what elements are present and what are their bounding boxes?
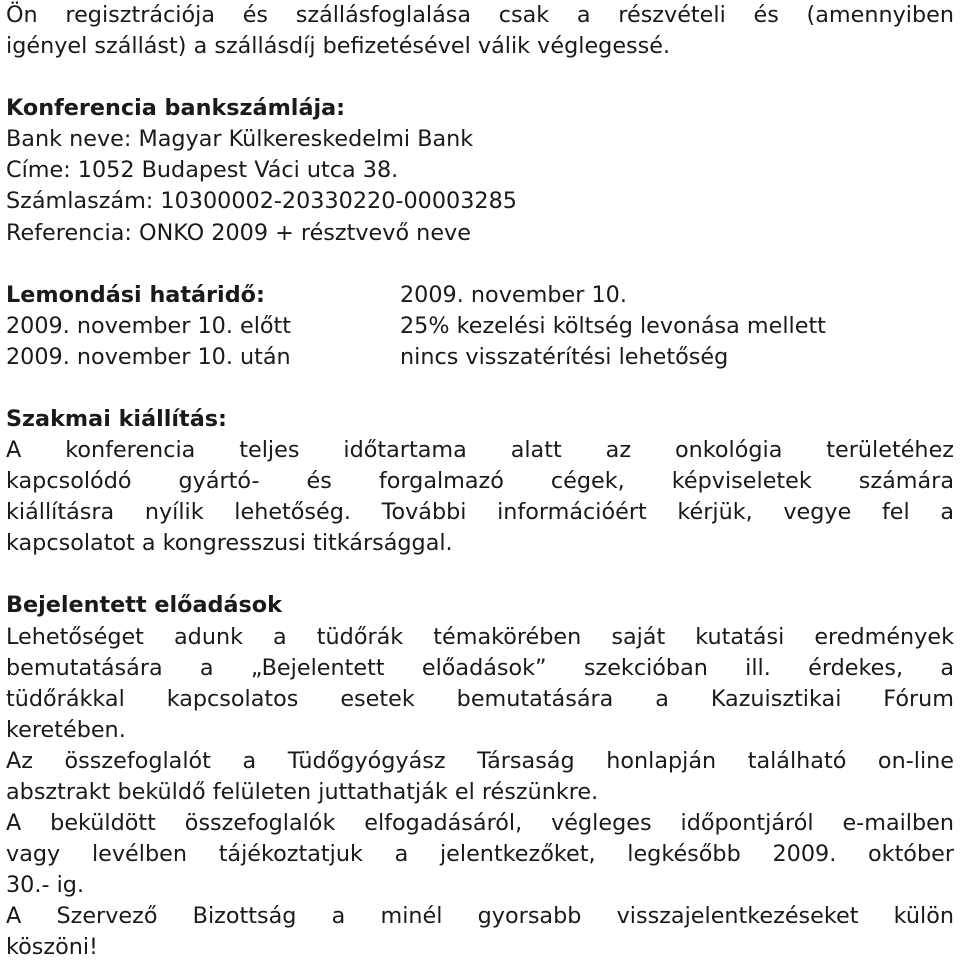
exhibition-line: kapcsolódó gyártó- és forgalmazó cégek, képviseletek számára (6, 468, 954, 495)
cancellation-when: 2009. november 10. előtt (6, 312, 292, 339)
spacer (6, 373, 954, 404)
talks-line: tüdőrákkal kapcsolatos esetek bemutatására a Kazuisztikai Fórum (6, 685, 954, 712)
exhibition-line: kiállításra nyílik lehetőség. További információért kérjük, vegye fel a (6, 499, 954, 526)
bank-name: Bank neve: Magyar Külkereskedelmi Bank (6, 126, 474, 153)
cancellation-row (6, 342, 954, 373)
bank-account: Számlaszám: 10300002-20330220-00003285 (6, 188, 517, 215)
intro-line: igényel szállást) a szállásdíj befizetésével válik véglegessé. (6, 33, 671, 60)
exhibition-line: kapcsolatot a kongresszusi titkársággal. (6, 530, 453, 557)
spacer (6, 559, 954, 590)
spacer (6, 62, 954, 93)
talks-line: köszöni! (6, 934, 98, 961)
intro-line: Ön regisztrációja és szállásfoglalása csak a részvételi és (amennyiben (6, 2, 954, 28)
talks-heading: Bejelentett előadások (6, 592, 282, 619)
spacer (6, 249, 954, 280)
talks-line: Lehetőséget adunk a tüdőrák témakörében saját kutatási eredmények (6, 623, 954, 650)
talks-line: keretében. (6, 716, 126, 743)
cancellation-when: 2009. november 10. után (6, 343, 291, 370)
cancellation-deadline-label: Lemondási határidő: (6, 281, 265, 308)
cancellation-deadline-row (6, 280, 954, 311)
talks-line: absztrakt beküldő felületen juttathatják el részünkre. (6, 778, 599, 805)
talks-line: A Szervező Bizottság a minél gyorsabb visszajelentkezéseket külön (6, 903, 954, 930)
talks-line: A beküldött összefoglalók elfogadásáról, végleges időpontjáról e-mailben (6, 810, 954, 837)
cancellation-what: nincs visszatérítési lehetőség (400, 343, 729, 370)
exhibition-heading: Szakmai kiállítás: (6, 405, 227, 432)
talks-line: Az összefoglalót a Tüdőgyógyász Társaság honlapján található on-line (6, 747, 954, 774)
bank-address: Címe: 1052 Budapest Váci utca 38. (6, 157, 399, 184)
talks-line: bemutatására a „Bejelentett előadások” szekcióban ill. érdekes, a (6, 654, 954, 681)
cancellation-what: 25% kezelési költség levonása mellett (400, 312, 826, 339)
bank-heading: Konferencia bankszámlája: (6, 95, 346, 122)
cancellation-deadline-value: 2009. november 10. (400, 281, 627, 308)
talks-line: 30.- ig. (6, 872, 85, 899)
exhibition-line: A konferencia teljes időtartama alatt az onkológia területéhez (6, 437, 954, 464)
bank-reference: Referencia: ONKO 2009 + résztvevő neve (6, 219, 471, 246)
talks-line: vagy levélben tájékoztatjuk a jelentkezőket, legkésőbb 2009. október (6, 841, 954, 868)
cancellation-row (6, 311, 954, 342)
